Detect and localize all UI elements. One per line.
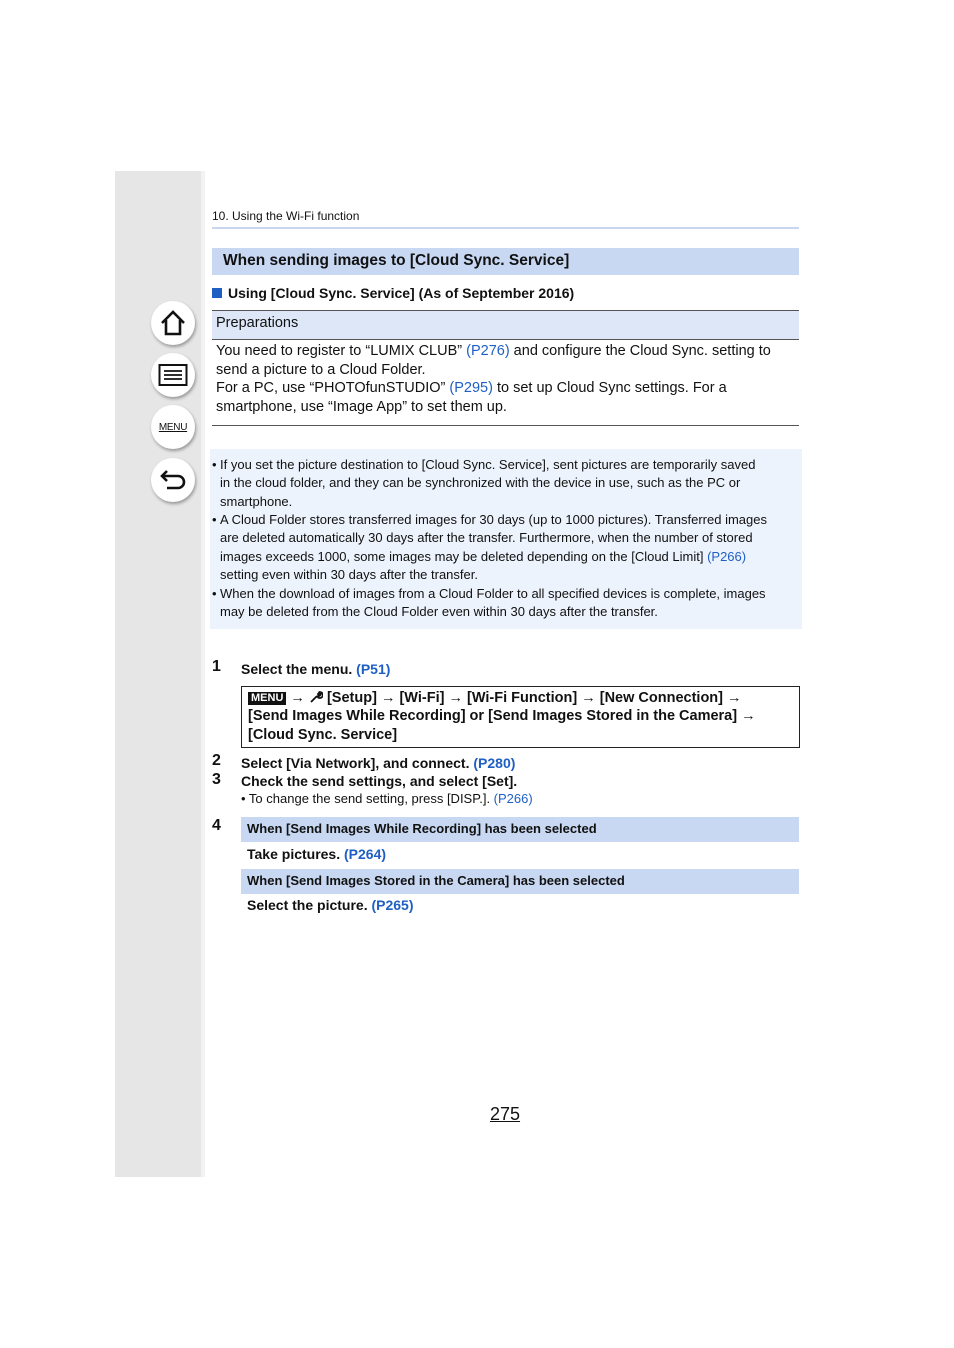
preparations-divider [212, 425, 799, 426]
step-number: 1 [212, 658, 221, 675]
step-3-note: • To change the send setting, press [DISP.]. (P266) [241, 791, 533, 806]
link-p280[interactable]: (P280) [473, 755, 516, 771]
step-number: 2 [212, 752, 221, 769]
preparations-title: Preparations [216, 315, 299, 331]
menu-label: MENU [158, 421, 188, 433]
wrench-icon [309, 690, 323, 704]
menu-button[interactable] [151, 405, 195, 449]
link-p266[interactable]: (P266) [707, 548, 747, 564]
menu-chip: MENU [248, 692, 286, 705]
heading-bar [212, 248, 799, 275]
back-arrow-icon [159, 467, 187, 493]
step-2-text: Select [Via Network], and connect. (P280) [241, 755, 516, 771]
home-icon [159, 309, 187, 337]
note-item: • When the download of images from a Cloud Folder to all specified devices is complete, images may be deleted from the Cloud Folder even within 30 days after the transfer. [212, 586, 766, 620]
page-number: 275 [490, 1104, 521, 1124]
link-p266-disp[interactable]: (P266) [493, 791, 533, 806]
link-p265[interactable]: (P265) [371, 897, 414, 913]
condition-bar-recording: When [Send Images While Recording] has been selected [241, 817, 799, 842]
step-number: 3 [212, 771, 221, 788]
subheading: Using [Cloud Sync. Service] (As of September 2016) [212, 285, 574, 301]
condition-bar-stored: When [Send Images Stored in the Camera] has been selected [241, 869, 799, 894]
select-picture-text: Select the picture. (P265) [247, 897, 414, 913]
link-p264[interactable]: (P264) [344, 846, 387, 862]
link-p51[interactable]: (P51) [356, 661, 391, 677]
link-p295[interactable]: (P295) [449, 380, 493, 397]
step-number: 4 [212, 817, 221, 834]
link-p276[interactable]: (P276) [466, 343, 510, 359]
blue-square-icon [212, 288, 222, 298]
step-3-text: Check the send settings, and select [Set]. [241, 773, 518, 789]
note-item: • A Cloud Folder stores transferred images for 30 days (up to 1000 pictures). Transferred images are deleted automatically 30 days after the transfer. Furthermore, when the number of stored images exceeds 1000, some images may be deleted depending on the [Cloud Limit] (P266) setting even within 30 days after the transfer. [212, 512, 767, 583]
back-button[interactable] [151, 458, 195, 502]
section-divider [212, 227, 799, 229]
contents-button[interactable] [151, 353, 195, 397]
menu-path-box: MENU → [Setup] → [Wi-Fi] → [Wi-Fi Function] → [New Connection] → [Send Images While Recording] or [Send Images Stored in the Camera] → [Cloud Sync. Service] [241, 686, 800, 748]
home-button[interactable] [151, 301, 195, 345]
take-pictures-text: Take pictures. (P264) [247, 846, 387, 862]
step-1-text: Select the menu. (P51) [241, 661, 391, 677]
sidebar-edge [201, 171, 205, 1177]
section-label: 10. Using the Wi-Fi function [212, 209, 360, 223]
list-icon [158, 363, 188, 387]
note-item: • If you set the picture destination to [Cloud Sync. Service], sent pictures are temporarily saved in the cloud folder, and they can be synchronized with the device in use, such as the PC or smartphone. [212, 457, 756, 509]
preparations-header [212, 310, 799, 340]
page-heading: When sending images to [Cloud Sync. Service] [223, 252, 570, 269]
preparations-body: You need to register to “LUMIX CLUB” (P276) and configure the Cloud Sync. setting to send a picture to a Cloud Folder. For a PC, use “PHOTOfunSTUDIO” (P295) to set up Cloud Sync settings. For a smartphone, use “Image App” to set them up. [216, 343, 771, 415]
